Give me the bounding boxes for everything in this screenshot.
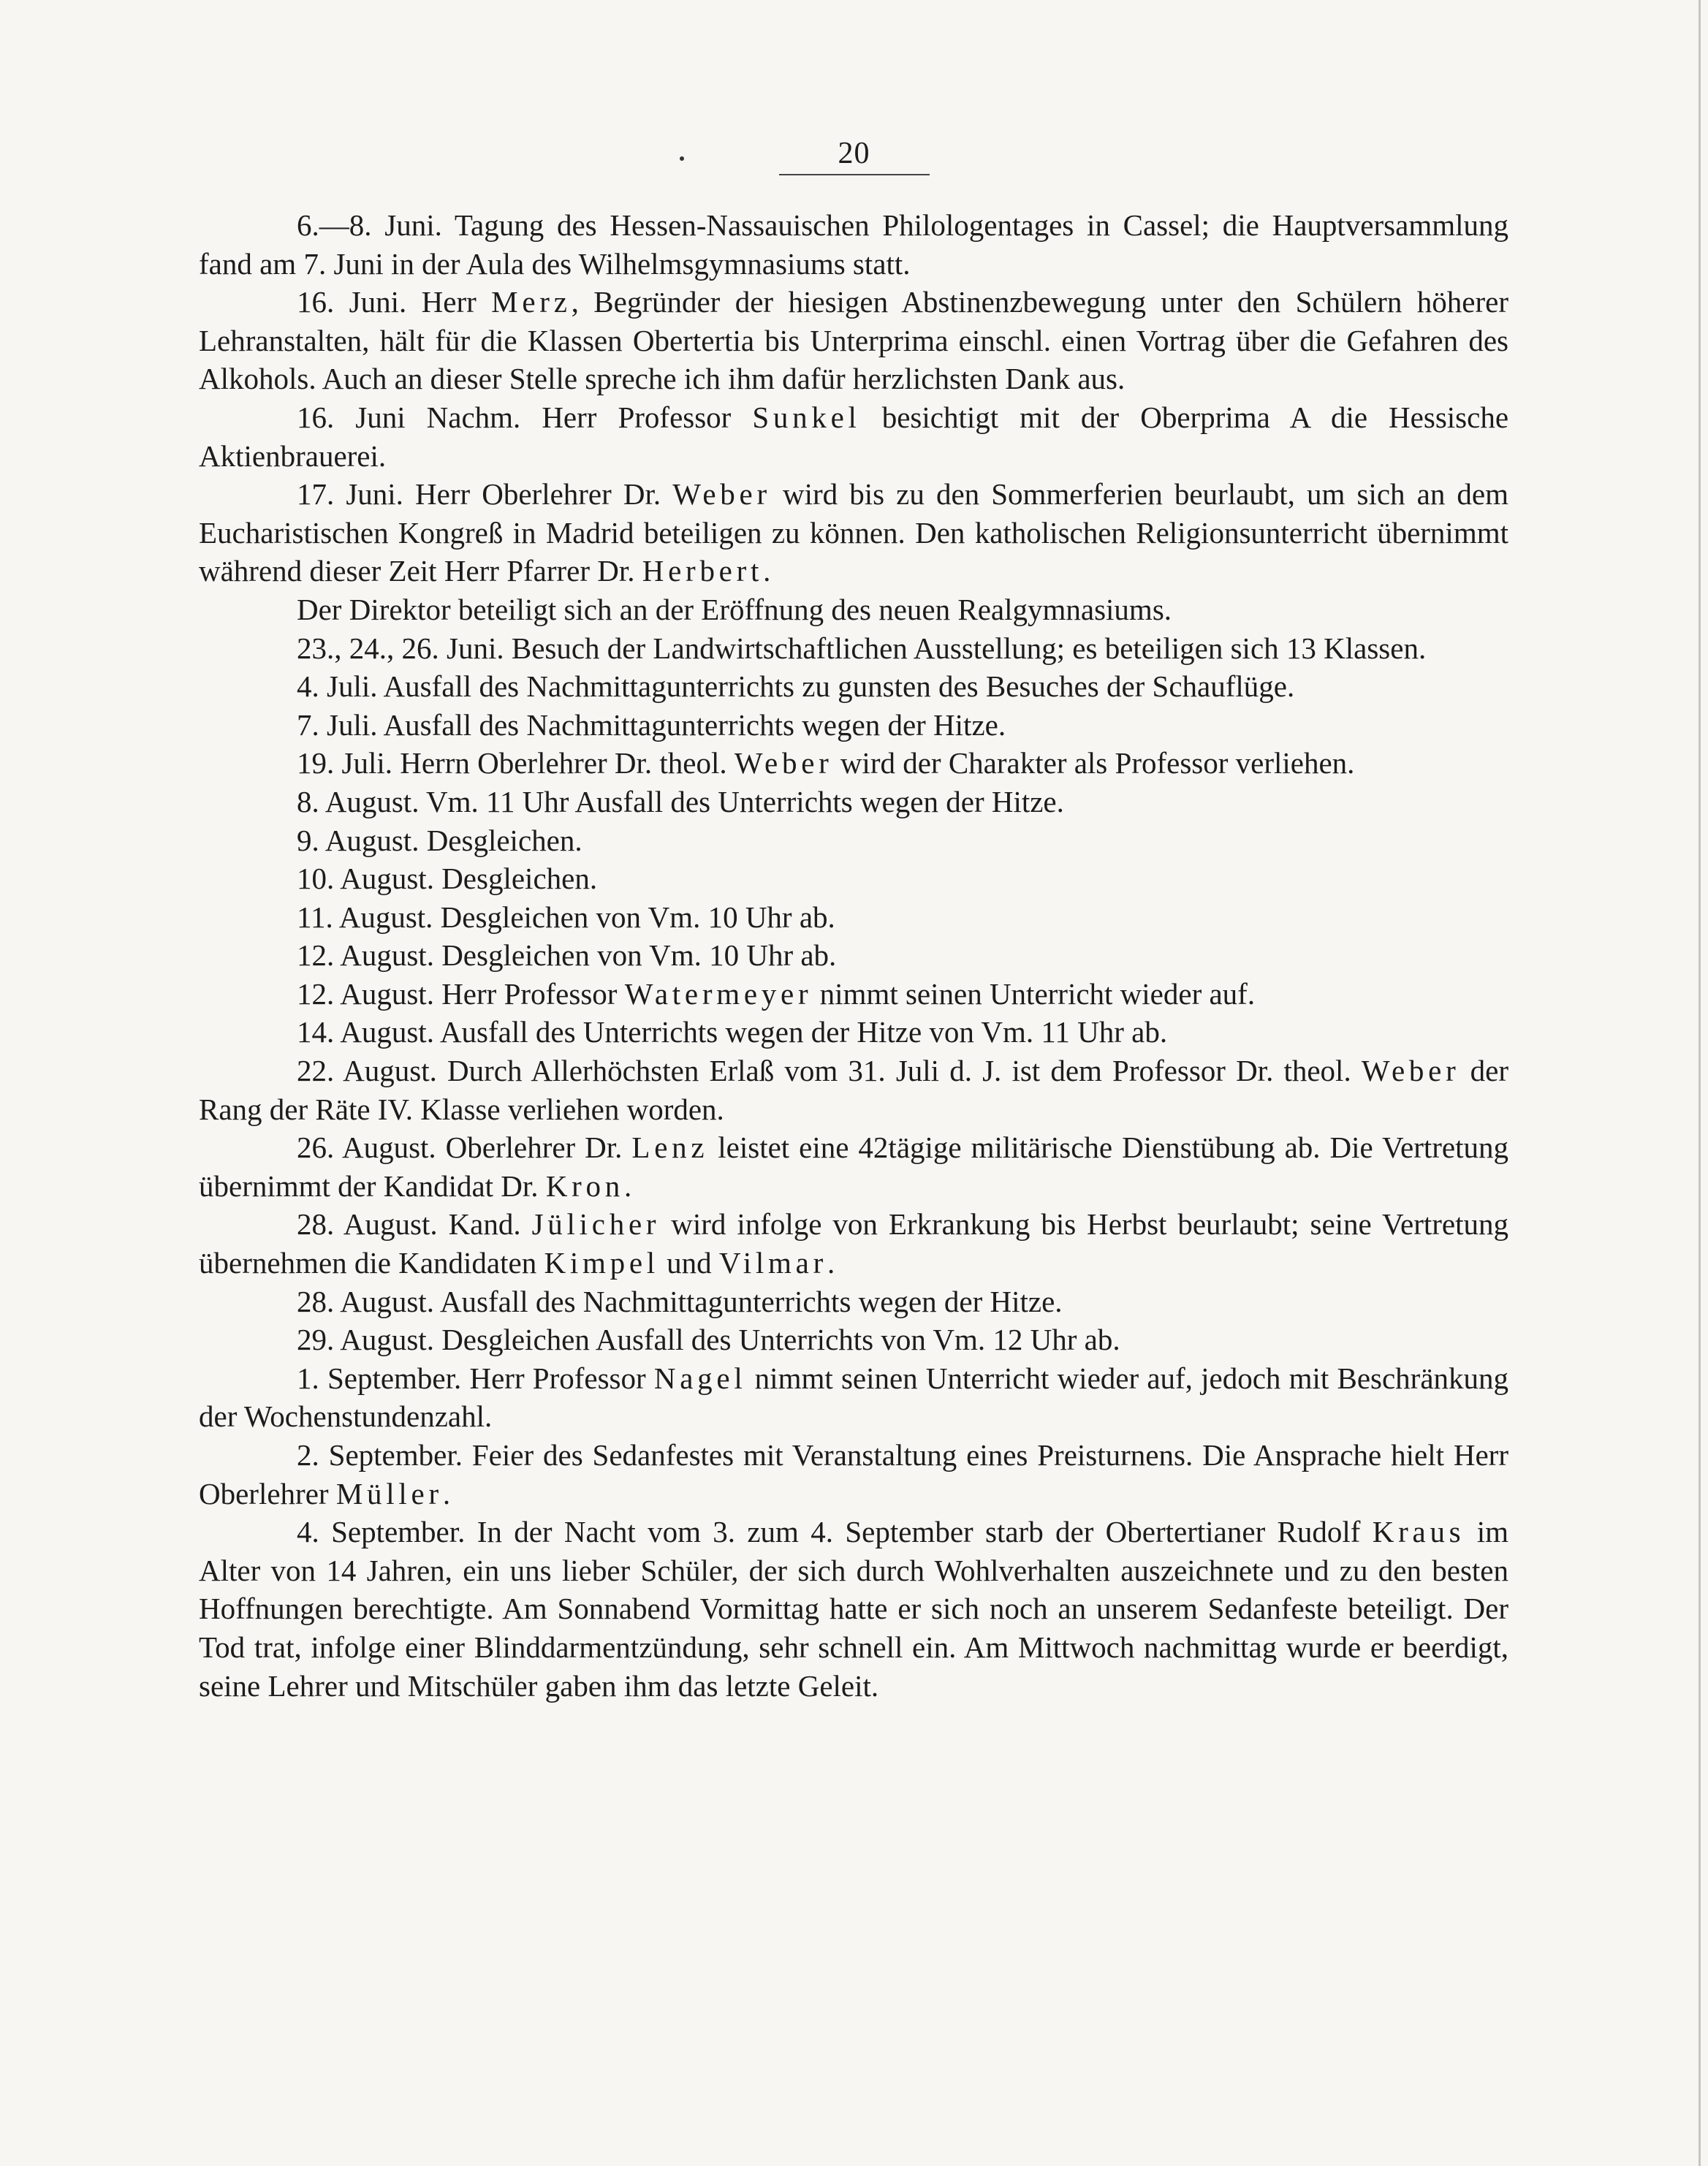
entry-text: Vm. 11 Uhr Ausfall des Unterrichts wegen der Hitze. bbox=[425, 784, 1064, 818]
entry-text: nimmt seinen Unterricht wieder auf. bbox=[812, 976, 1256, 1011]
entry-text: Desgleichen von Vm. 10 Uhr ab. bbox=[440, 900, 835, 934]
entry-text: Desgleichen Ausfall des Unterrichts von Vm. 12 Uhr ab. bbox=[441, 1323, 1120, 1357]
entry-text: nimmt seinen Unterricht wieder auf, jedoch mit Beschränkung der Wochenstundenzahl. bbox=[199, 1361, 1509, 1434]
person-name: Lenz bbox=[631, 1130, 709, 1165]
chronicle-entry bbox=[199, 1128, 1508, 1205]
chronicle-entry bbox=[199, 206, 1508, 283]
entry-date: 23., 24., 26. Juni. bbox=[297, 631, 504, 665]
entry-text: Herr Professor bbox=[441, 976, 625, 1011]
person-name: Merz bbox=[491, 285, 572, 319]
chronicle-entry bbox=[199, 1320, 1508, 1359]
chronicle-entry bbox=[199, 975, 1508, 1014]
entry-date: 8. August. bbox=[297, 784, 420, 818]
entry-text: und bbox=[658, 1246, 719, 1280]
entry-text: Der Direktor beteiligt sich an der Eröffnung des neuen Realgymnasiums. bbox=[297, 592, 1172, 626]
chronicle-entry bbox=[199, 1205, 1508, 1282]
person-name: Vilmar bbox=[718, 1246, 828, 1280]
entry-text: . bbox=[624, 1168, 632, 1203]
entry-text: wird bis zu den Sommerferien beurlaubt, um sich an dem Eucharistischen Kongreß in Madrid beteiligen zu können. Den katholischen Religionsunterricht übernimmt während dieser Zeit Herr Pfarrer Dr. bbox=[199, 477, 1508, 588]
entry-date: 26. August. bbox=[297, 1130, 436, 1165]
entry-date: 10. August. bbox=[297, 862, 434, 896]
chronicle-entry bbox=[199, 1359, 1508, 1436]
entry-text: Desgleichen. bbox=[426, 823, 582, 857]
person-name: Watermeyer bbox=[624, 976, 813, 1011]
chronicle-entry bbox=[199, 1013, 1508, 1052]
entry-text: Desgleichen. bbox=[441, 862, 598, 896]
entry-text: Ausfall des Nachmittagunterrichts wegen der Hitze. bbox=[383, 707, 1006, 742]
entry-text: . bbox=[827, 1246, 835, 1280]
chronicle-entry bbox=[199, 1436, 1508, 1513]
chronicle-entry bbox=[199, 1282, 1508, 1321]
chronicle-body bbox=[199, 206, 1508, 1705]
person-name: Jülicher bbox=[531, 1207, 661, 1242]
chronicle-entry bbox=[199, 783, 1508, 821]
chronicle-entry bbox=[199, 283, 1508, 398]
chronicle-entry bbox=[199, 398, 1508, 475]
entry-text: Herr bbox=[421, 285, 492, 319]
entry-text: Herr Oberlehrer Dr. bbox=[415, 477, 673, 512]
chronicle-entry bbox=[199, 1513, 1508, 1705]
entry-text: In der Nacht vom 3. zum 4. September starb der Obertertianer Rudolf bbox=[477, 1515, 1373, 1549]
entry-text: im Alter von 14 Jahren, ein uns lieber Schüler, der sich durch Wohlverhalten auszeichnete und zu den besten Hoffnungen berechtigte. Am Sonnabend Vormittag hatte er sich noch an unserem Sedanfeste beteiligt. Der Tod trat, infolge einer Blinddarmentzündung, sehr schnell ein. Am Mittwoch nachmittag wurde er beerdigt, seine Lehrer und Mitschüler gaben ihm das letzte Geleit. bbox=[199, 1515, 1508, 1703]
entry-text: Ausfall des Nachmittagunterrichts wegen der Hitze. bbox=[439, 1284, 1063, 1318]
person-name: Kimpel bbox=[544, 1246, 659, 1280]
entry-date: 16. Juni Nachm. bbox=[297, 400, 521, 434]
chronicle-entry bbox=[199, 590, 1508, 629]
entry-text: Herr Professor bbox=[542, 400, 753, 434]
entry-date: 2. September. bbox=[297, 1438, 463, 1472]
entry-date: 7. Juli. bbox=[297, 707, 378, 742]
entry-text: Tagung des Hessen-Nassauischen Philologentages in Cassel; die Hauptversammlung fand am 7. Juni in der Aula des Wilhelmsgymnasiums statt. bbox=[199, 208, 1508, 281]
page-number: 20 bbox=[838, 137, 870, 170]
chronicle-entry bbox=[199, 936, 1508, 975]
entry-text: wird der Charakter als Professor verliehen. bbox=[832, 746, 1355, 780]
entry-date: 12. August. bbox=[297, 976, 434, 1011]
person-name: Nagel bbox=[653, 1361, 747, 1395]
entry-text: Kand. bbox=[448, 1207, 532, 1242]
entry-text: Ausfall des Unterrichts wegen der Hitze von Vm. 11 Uhr ab. bbox=[439, 1015, 1168, 1049]
entry-text: besichtigt mit der Oberprima A die Hessische Aktienbrauerei. bbox=[199, 400, 1509, 473]
page-number-rule bbox=[779, 174, 930, 175]
chronicle-entry bbox=[199, 1052, 1508, 1128]
entry-date: 1. September. bbox=[297, 1361, 462, 1395]
entry-date: 6.—8. Juni. bbox=[297, 208, 442, 242]
chronicle-entry bbox=[199, 475, 1508, 590]
entry-text: Desgleichen von Vm. 10 Uhr ab. bbox=[441, 938, 837, 973]
chronicle-entry bbox=[199, 821, 1508, 860]
entry-date: 29. August. bbox=[297, 1323, 434, 1357]
entry-date: 4. September. bbox=[297, 1515, 466, 1549]
person-name: Herbert bbox=[642, 554, 764, 588]
person-name: Sunkel bbox=[752, 400, 861, 434]
person-name: Weber bbox=[734, 746, 833, 780]
entry-text: wird infolge von Erkrankung bis Herbst beurlaubt; seine Vertretung übernehmen die Kandidaten bbox=[199, 1207, 1508, 1280]
entry-date: 16. Juni. bbox=[297, 285, 407, 319]
chronicle-entry bbox=[199, 744, 1508, 783]
page-edge bbox=[1698, 0, 1701, 2166]
entry-text: , Begründer der hiesigen Abstinenzbewegung unter den Schülern höherer Lehranstalten, hält für die Klassen Obertertia bis Unterprima einschl. einen Vortrag über die Gefahren des Alkohols. Auch an dieser Stelle spreche ich ihm dafür herzlichsten Dank aus. bbox=[199, 285, 1508, 396]
entry-date: 11. August. bbox=[297, 900, 433, 934]
entry-text: leistet eine 42tägige militärische Dienstübung ab. Die Vertretung übernimmt der Kandidat Dr. bbox=[199, 1130, 1508, 1203]
entry-date: 17. Juni. bbox=[297, 477, 403, 512]
person-name: Weber bbox=[672, 477, 771, 512]
entry-text: Oberlehrer Dr. bbox=[445, 1130, 632, 1165]
entry-date: 4. Juli. bbox=[297, 669, 378, 704]
chronicle-entry bbox=[199, 667, 1508, 706]
entry-date: 12. August. bbox=[297, 938, 434, 973]
entry-text: Feier des Sedanfestes mit Veranstaltung eines Preisturnens. Die Ansprache hielt Herr Oberlehrer bbox=[199, 1438, 1508, 1510]
entry-text: Besuch der Landwirtschaftlichen Ausstellung; es beteiligen sich 13 Klassen. bbox=[511, 631, 1427, 665]
person-name: Kron bbox=[545, 1168, 625, 1203]
entry-text: Durch Allerhöchsten Erlaß vom 31. Juli d. J. ist dem Professor Dr. theol. bbox=[447, 1054, 1362, 1088]
person-name: Kraus bbox=[1372, 1515, 1465, 1549]
chronicle-entry bbox=[199, 629, 1508, 668]
entry-date: 28. August. bbox=[297, 1207, 438, 1242]
chronicle-entry bbox=[199, 706, 1508, 745]
entry-text: Ausfall des Nachmittagunterrichts zu gunsten des Besuches der Schauflüge. bbox=[383, 669, 1295, 704]
entry-date: 22. August. bbox=[297, 1054, 437, 1088]
chronicle-entry bbox=[199, 859, 1508, 898]
entry-text: . bbox=[442, 1476, 451, 1510]
person-name: Müller bbox=[335, 1476, 443, 1510]
entry-text: Herr Professor bbox=[469, 1361, 654, 1395]
entry-date: 9. August. bbox=[297, 823, 420, 857]
person-name: Weber bbox=[1361, 1054, 1460, 1088]
entry-date: 28. August. bbox=[297, 1284, 434, 1318]
entry-date: 19. Juli. bbox=[297, 746, 392, 780]
entry-text: Herrn Oberlehrer Dr. theol. bbox=[400, 746, 735, 780]
entry-date: 14. August. bbox=[297, 1015, 434, 1049]
entry-text: . bbox=[763, 554, 771, 588]
entry-text: der Rang der Räte IV. Klasse verliehen worden. bbox=[199, 1054, 1509, 1126]
chronicle-entry bbox=[199, 898, 1508, 937]
